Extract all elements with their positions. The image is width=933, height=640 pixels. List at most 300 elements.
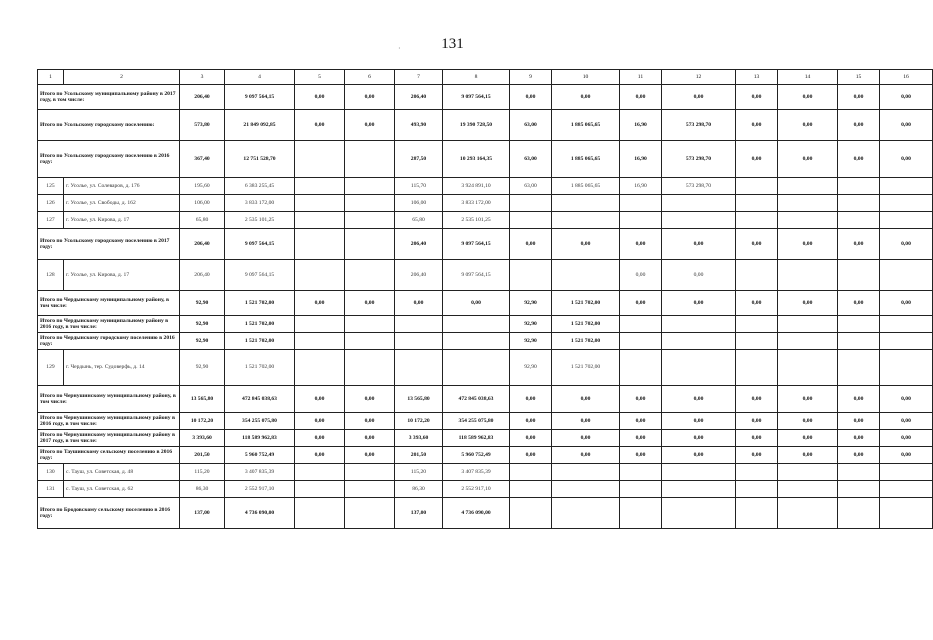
value-cell: 0,00 <box>778 110 838 141</box>
total-row <box>38 291 933 316</box>
value-cell <box>295 498 345 529</box>
value-cell <box>880 260 933 291</box>
value-cell: 1 521 702,00 <box>225 291 295 316</box>
value-cell: 0,00 <box>838 430 880 447</box>
row-number: 128 <box>38 260 64 291</box>
total-label: Итого по Чердынскому муниципальному району в 2016 году, в том числе: <box>38 316 180 333</box>
value-cell: 137,00 <box>180 498 225 529</box>
value-cell <box>880 350 933 386</box>
value-cell <box>510 464 552 481</box>
value-cell <box>620 498 662 529</box>
row-number: 131 <box>38 481 64 498</box>
value-cell <box>510 481 552 498</box>
value-cell <box>620 195 662 212</box>
value-cell: 0,00 <box>295 291 345 316</box>
total-row <box>38 229 933 260</box>
value-cell: 195,60 <box>180 178 225 195</box>
value-cell: 0,00 <box>880 110 933 141</box>
value-cell <box>838 316 880 333</box>
value-cell <box>838 333 880 350</box>
value-cell: 9 097 564,15 <box>443 260 510 291</box>
value-cell <box>736 316 778 333</box>
total-row <box>38 333 933 350</box>
value-cell: 0,00 <box>838 141 880 178</box>
value-cell <box>443 333 510 350</box>
value-cell: 0,00 <box>838 229 880 260</box>
value-cell: 0,00 <box>510 85 552 110</box>
value-cell <box>345 260 395 291</box>
value-cell: 3 833 172,00 <box>443 195 510 212</box>
value-cell <box>620 481 662 498</box>
value-cell: 0,00 <box>620 229 662 260</box>
address-cell: г. Усолье, ул. Солеваров, д. 176 <box>64 178 180 195</box>
table-row <box>38 212 933 229</box>
value-cell: 3 833 172,00 <box>225 195 295 212</box>
value-cell: 9 097 564,15 <box>225 85 295 110</box>
value-cell <box>662 333 736 350</box>
value-cell <box>662 498 736 529</box>
value-cell <box>345 350 395 386</box>
value-cell: 0,00 <box>510 447 552 464</box>
total-label: Итого по Таушинскому сельскому поселению в 2016 году: <box>38 447 180 464</box>
value-cell <box>778 195 838 212</box>
table-row <box>38 350 933 386</box>
value-cell: 0,00 <box>778 229 838 260</box>
value-cell: 92,90 <box>510 350 552 386</box>
total-row <box>38 316 933 333</box>
value-cell: 0,00 <box>662 85 736 110</box>
value-cell: 0,00 <box>295 85 345 110</box>
column-number: 14 <box>778 70 838 85</box>
value-cell: 0,00 <box>552 85 620 110</box>
value-cell <box>778 350 838 386</box>
value-cell <box>295 260 345 291</box>
total-label: Итого по Чернушинскому муниципальному району в 2016 году, в том числе: <box>38 413 180 430</box>
value-cell: 0,00 <box>662 430 736 447</box>
total-label: Итого по Чернушинскому муниципальному району в 2017 году, в том числе: <box>38 430 180 447</box>
value-cell <box>295 212 345 229</box>
address-cell: г. Усолье, ул. Кирова, д. 17 <box>64 212 180 229</box>
column-number: 12 <box>662 70 736 85</box>
value-cell <box>880 316 933 333</box>
value-cell <box>295 229 345 260</box>
value-cell: 115,70 <box>395 178 443 195</box>
value-cell <box>552 481 620 498</box>
value-cell: 115,20 <box>180 464 225 481</box>
value-cell <box>662 212 736 229</box>
value-cell: 493,90 <box>395 110 443 141</box>
value-cell: 0,00 <box>880 85 933 110</box>
value-cell <box>552 498 620 529</box>
value-cell: 0,00 <box>778 413 838 430</box>
value-cell: 206,40 <box>395 85 443 110</box>
value-cell: 10 172,20 <box>180 413 225 430</box>
value-cell: 0,00 <box>345 291 395 316</box>
row-number: 130 <box>38 464 64 481</box>
value-cell <box>345 464 395 481</box>
value-cell: 0,00 <box>620 447 662 464</box>
value-cell <box>778 212 838 229</box>
value-cell: 0,00 <box>736 386 778 413</box>
value-cell: 3 393,60 <box>395 430 443 447</box>
total-label: Итого по Чернушинскому муниципальному району, в том числе: <box>38 386 180 413</box>
value-cell: 0,00 <box>838 110 880 141</box>
value-cell: 573 298,70 <box>662 110 736 141</box>
value-cell: 3 407 835,39 <box>443 464 510 481</box>
total-label: Итого по Усольскому городскому поселению в 2016 году: <box>38 141 180 178</box>
value-cell: 16,90 <box>620 178 662 195</box>
value-cell <box>620 316 662 333</box>
value-cell: 0,00 <box>778 386 838 413</box>
value-cell: 0,00 <box>552 386 620 413</box>
value-cell <box>620 333 662 350</box>
value-cell: 0,00 <box>736 447 778 464</box>
table-row <box>38 195 933 212</box>
total-row <box>38 110 933 141</box>
value-cell: 0,00 <box>510 413 552 430</box>
value-cell: 65,80 <box>180 212 225 229</box>
value-cell: 0,00 <box>345 430 395 447</box>
value-cell: 21 849 092,85 <box>225 110 295 141</box>
value-cell: 1 521 702,00 <box>552 333 620 350</box>
total-label: Итого по Усольскому муниципальному району в 2017 году, в том числе: <box>38 85 180 110</box>
value-cell <box>736 498 778 529</box>
value-cell: 0,00 <box>395 291 443 316</box>
value-cell: 0,00 <box>838 386 880 413</box>
value-cell <box>620 212 662 229</box>
value-cell: 0,00 <box>736 85 778 110</box>
value-cell: 0,00 <box>552 413 620 430</box>
value-cell: 0,00 <box>662 229 736 260</box>
column-number: 9 <box>510 70 552 85</box>
value-cell: 0,00 <box>736 413 778 430</box>
value-cell: 0,00 <box>552 430 620 447</box>
value-cell <box>838 178 880 195</box>
value-cell <box>662 464 736 481</box>
value-cell: 472 845 038,63 <box>443 386 510 413</box>
value-cell <box>395 316 443 333</box>
value-cell: 65,80 <box>395 212 443 229</box>
value-cell <box>838 212 880 229</box>
value-cell <box>395 350 443 386</box>
address-cell: с. Тауш, ул. Советская, д. 62 <box>64 481 180 498</box>
value-cell <box>345 178 395 195</box>
value-cell: 1 885 065,65 <box>552 110 620 141</box>
page-number: 131 <box>441 36 464 52</box>
value-cell: 1 521 702,00 <box>552 350 620 386</box>
column-number: 6 <box>345 70 395 85</box>
value-cell: 0,00 <box>880 386 933 413</box>
table-row <box>38 178 933 195</box>
value-cell: 0,00 <box>838 447 880 464</box>
value-cell: 0,00 <box>620 291 662 316</box>
value-cell: 573,80 <box>180 110 225 141</box>
value-cell <box>443 350 510 386</box>
value-cell: 0,00 <box>295 447 345 464</box>
value-cell <box>880 195 933 212</box>
value-cell: 92,90 <box>180 291 225 316</box>
value-cell: 2 552 917,10 <box>443 481 510 498</box>
total-row <box>38 141 933 178</box>
value-cell <box>736 481 778 498</box>
value-cell: 0,00 <box>736 291 778 316</box>
value-cell <box>880 481 933 498</box>
value-cell <box>295 141 345 178</box>
value-cell: 92,90 <box>180 333 225 350</box>
column-number: 7 <box>395 70 443 85</box>
value-cell <box>662 350 736 386</box>
value-cell <box>778 333 838 350</box>
value-cell: 92,90 <box>510 291 552 316</box>
header-row <box>38 70 933 85</box>
column-number: 2 <box>64 70 180 85</box>
value-cell <box>295 178 345 195</box>
value-cell <box>295 195 345 212</box>
value-cell <box>552 464 620 481</box>
value-cell <box>552 260 620 291</box>
value-cell: 0,00 <box>552 229 620 260</box>
value-cell: 118 589 962,83 <box>443 430 510 447</box>
value-cell: 2 535 101,25 <box>225 212 295 229</box>
value-cell <box>295 481 345 498</box>
value-cell: 0,00 <box>838 413 880 430</box>
total-row <box>38 413 933 430</box>
value-cell: 1 885 065,65 <box>552 141 620 178</box>
value-cell: 0,00 <box>778 430 838 447</box>
value-cell: 206,40 <box>395 229 443 260</box>
value-cell: 0,00 <box>345 447 395 464</box>
value-cell: 16,90 <box>620 110 662 141</box>
value-cell: 0,00 <box>295 430 345 447</box>
value-cell <box>345 481 395 498</box>
value-cell: 201,50 <box>395 447 443 464</box>
value-cell: 6 383 255,45 <box>225 178 295 195</box>
value-cell: 86,30 <box>395 481 443 498</box>
value-cell: 0,00 <box>736 229 778 260</box>
value-cell: 9 097 564,15 <box>225 229 295 260</box>
value-cell <box>662 481 736 498</box>
value-cell <box>345 229 395 260</box>
value-cell: 118 589 962,83 <box>225 430 295 447</box>
value-cell: 354 255 075,80 <box>225 413 295 430</box>
value-cell <box>345 195 395 212</box>
value-cell: 92,90 <box>510 333 552 350</box>
value-cell: 0,00 <box>880 430 933 447</box>
address-cell: с. Тауш, ул. Советская, д. 48 <box>64 464 180 481</box>
value-cell: 0,00 <box>662 447 736 464</box>
value-cell <box>510 212 552 229</box>
value-cell: 63,00 <box>510 141 552 178</box>
value-cell: 573 298,70 <box>662 141 736 178</box>
column-number: 4 <box>225 70 295 85</box>
value-cell: 1 521 702,00 <box>552 291 620 316</box>
value-cell: 0,00 <box>662 260 736 291</box>
value-cell <box>295 316 345 333</box>
column-number: 1 <box>38 70 64 85</box>
row-number: 126 <box>38 195 64 212</box>
value-cell: 0,00 <box>620 430 662 447</box>
value-cell: 0,00 <box>345 85 395 110</box>
value-cell: 2 552 917,10 <box>225 481 295 498</box>
value-cell: 206,40 <box>180 85 225 110</box>
value-cell: 1 885 065,65 <box>552 178 620 195</box>
value-cell: 92,90 <box>510 316 552 333</box>
value-cell: 287,50 <box>395 141 443 178</box>
value-cell: 0,00 <box>880 229 933 260</box>
value-cell: 367,40 <box>180 141 225 178</box>
value-cell: 63,00 <box>510 110 552 141</box>
value-cell: 0,00 <box>510 430 552 447</box>
value-cell <box>778 464 838 481</box>
value-cell <box>345 316 395 333</box>
row-number: 127 <box>38 212 64 229</box>
address-cell: г. Усолье, ул. Свободы, д. 162 <box>64 195 180 212</box>
value-cell: 86,30 <box>180 481 225 498</box>
value-cell: 0,00 <box>778 85 838 110</box>
value-cell <box>838 195 880 212</box>
value-cell: 4 736 090,00 <box>443 498 510 529</box>
value-cell: 3 924 891,10 <box>443 178 510 195</box>
total-label: Итого по Усольскому городскому поселению: <box>38 110 180 141</box>
column-number: 3 <box>180 70 225 85</box>
row-number: 129 <box>38 350 64 386</box>
row-number: 125 <box>38 178 64 195</box>
value-cell: 1 521 702,00 <box>225 350 295 386</box>
total-row <box>38 85 933 110</box>
column-number: 15 <box>838 70 880 85</box>
value-cell <box>662 195 736 212</box>
value-cell <box>295 333 345 350</box>
value-cell: 92,90 <box>180 350 225 386</box>
value-cell: 0,00 <box>838 291 880 316</box>
total-row <box>38 386 933 413</box>
value-cell: 354 255 075,80 <box>443 413 510 430</box>
value-cell <box>736 333 778 350</box>
value-cell <box>736 350 778 386</box>
value-cell <box>736 464 778 481</box>
value-cell: 0,00 <box>620 85 662 110</box>
value-cell <box>736 260 778 291</box>
value-cell: 9 097 564,15 <box>443 229 510 260</box>
value-cell <box>838 498 880 529</box>
value-cell: 63,00 <box>510 178 552 195</box>
value-cell: 115,20 <box>395 464 443 481</box>
value-cell: 206,40 <box>395 260 443 291</box>
value-cell: 0,00 <box>552 447 620 464</box>
scan-dot: · <box>398 44 401 53</box>
total-label: Итого по Бродовскому сельскому поселению в 2016 году: <box>38 498 180 529</box>
address-cell: г. Усолье, ул. Кирова, д. 17 <box>64 260 180 291</box>
value-cell <box>880 498 933 529</box>
data-table <box>37 69 933 529</box>
value-cell: 573 298,70 <box>662 178 736 195</box>
value-cell: 201,50 <box>180 447 225 464</box>
value-cell <box>778 260 838 291</box>
value-cell: 0,00 <box>510 229 552 260</box>
value-cell: 9 097 564,15 <box>225 260 295 291</box>
value-cell <box>510 498 552 529</box>
value-cell <box>345 141 395 178</box>
value-cell <box>345 333 395 350</box>
value-cell <box>345 212 395 229</box>
value-cell <box>778 316 838 333</box>
value-cell: 1 521 702,00 <box>552 316 620 333</box>
value-cell: 9 097 564,15 <box>443 85 510 110</box>
value-cell <box>552 195 620 212</box>
value-cell: 106,00 <box>395 195 443 212</box>
value-cell: 5 960 752,49 <box>443 447 510 464</box>
value-cell <box>295 464 345 481</box>
value-cell: 0,00 <box>620 260 662 291</box>
value-cell: 137,00 <box>395 498 443 529</box>
value-cell <box>880 333 933 350</box>
value-cell: 0,00 <box>443 291 510 316</box>
value-cell: 0,00 <box>736 430 778 447</box>
value-cell: 0,00 <box>662 291 736 316</box>
value-cell <box>778 481 838 498</box>
value-cell: 0,00 <box>295 110 345 141</box>
value-cell <box>395 333 443 350</box>
address-cell: г. Чердынь, тер. Судоверфь, д. 14 <box>64 350 180 386</box>
value-cell: 0,00 <box>345 110 395 141</box>
value-cell <box>778 178 838 195</box>
value-cell <box>838 350 880 386</box>
value-cell: 206,40 <box>180 229 225 260</box>
value-cell <box>838 260 880 291</box>
value-cell: 0,00 <box>295 386 345 413</box>
value-cell: 13 565,80 <box>180 386 225 413</box>
value-cell: 13 565,80 <box>395 386 443 413</box>
value-cell <box>620 350 662 386</box>
value-cell <box>778 498 838 529</box>
value-cell <box>880 212 933 229</box>
value-cell: 0,00 <box>510 386 552 413</box>
total-label: Итого по Чердынскому городскому поселению в 2016 году: <box>38 333 180 350</box>
value-cell: 0,00 <box>295 413 345 430</box>
value-cell <box>736 212 778 229</box>
value-cell: 19 390 728,50 <box>443 110 510 141</box>
table-row <box>38 464 933 481</box>
value-cell: 0,00 <box>838 85 880 110</box>
value-cell: 0,00 <box>880 141 933 178</box>
table-row <box>38 260 933 291</box>
value-cell: 2 535 101,25 <box>443 212 510 229</box>
total-label: Итого по Усольскому городскому поселению в 2017 году: <box>38 229 180 260</box>
value-cell: 0,00 <box>620 413 662 430</box>
value-cell: 1 521 702,00 <box>225 333 295 350</box>
value-cell: 0,00 <box>880 447 933 464</box>
value-cell <box>736 195 778 212</box>
table-row <box>38 481 933 498</box>
value-cell <box>838 464 880 481</box>
value-cell: 0,00 <box>880 413 933 430</box>
total-row <box>38 498 933 529</box>
value-cell: 0,00 <box>345 386 395 413</box>
value-cell: 0,00 <box>778 141 838 178</box>
column-number: 11 <box>620 70 662 85</box>
value-cell <box>880 464 933 481</box>
value-cell: 10 293 164,35 <box>443 141 510 178</box>
column-number: 10 <box>552 70 620 85</box>
value-cell: 4 736 090,00 <box>225 498 295 529</box>
value-cell <box>295 350 345 386</box>
value-cell <box>510 195 552 212</box>
value-cell: 12 751 528,70 <box>225 141 295 178</box>
value-cell: 16,90 <box>620 141 662 178</box>
value-cell: 0,00 <box>736 110 778 141</box>
value-cell <box>620 464 662 481</box>
total-row <box>38 447 933 464</box>
